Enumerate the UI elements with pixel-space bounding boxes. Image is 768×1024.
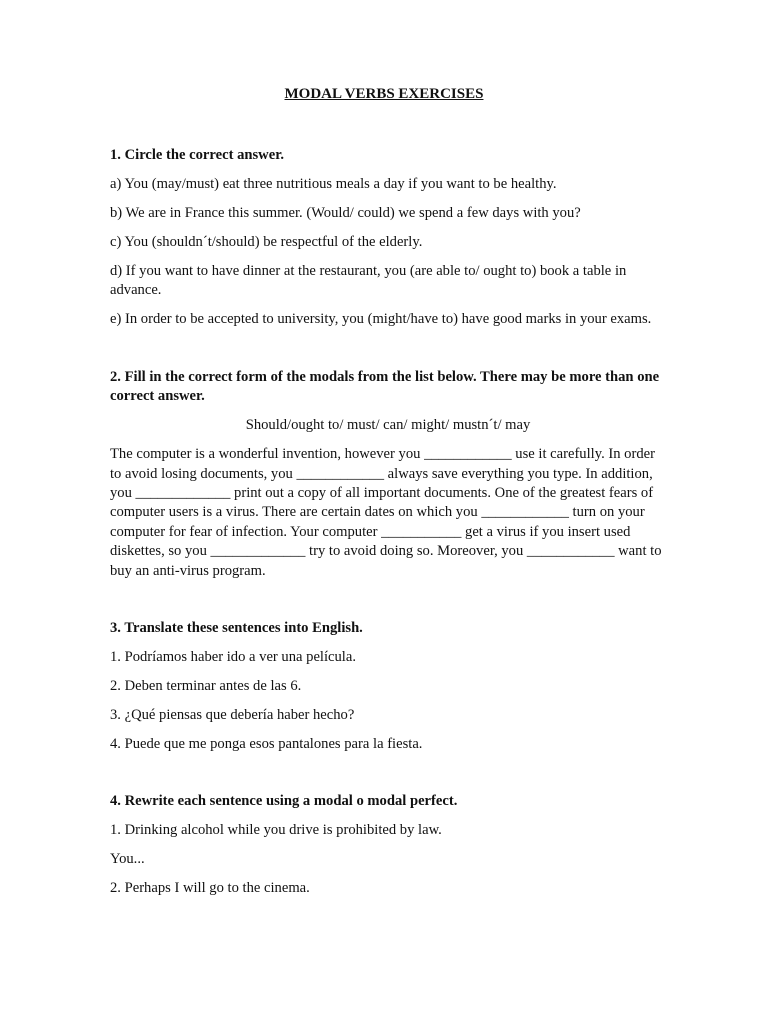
rewrite-item: 1. Drinking alcohol while you drive is prohibited by law.	[110, 822, 442, 839]
rewrite-answer-prompt: You...	[110, 851, 145, 868]
section-2	[110, 368, 666, 581]
rewrite-item: 2. Perhaps I will go to the cinema.	[110, 880, 310, 897]
section-2-heading: 2. Fill in the correct form of the modals from the list below. There may be more than one correct answer.	[110, 368, 660, 405]
translation-item: 4. Puede que me ponga esos pantalones para la fiesta.	[110, 736, 423, 753]
fill-in-paragraph: The computer is a wonderful invention, however you ____________ use it carefully. In order to avoid losing documents, you ____________ always save everything you type. In addition, you _____________ print out a copy of all important documents. One of the greatest fears of computer users is a virus. There are certain dates on which you ____________ turn on your computer for fear of infection. Your computer ___________ get a virus if you insert used diskettes, so you _____________ try to avoid doing so. Moreover, you ____________ want to buy an anti-virus program.	[110, 446, 662, 579]
section-3-heading: 3. Translate these sentences into English.	[110, 620, 363, 637]
translation-item: 1. Podríamos haber ido a ver una película.	[110, 649, 356, 666]
exercise-item: d) If you want to have dinner at the restaurant, you (are able to/ ought to) book a table in advance.	[110, 263, 627, 299]
document-title: MODAL VERBS EXERCISES	[284, 86, 484, 102]
exercise-item: b) We are in France this summer. (Would/ could) we spend a few days with you?	[110, 205, 581, 221]
exercise-item: c) You (shouldn´t/should) be respectful of the elderly.	[110, 234, 423, 250]
exercise-item: e) In order to be accepted to university, you (might/have to) have good marks in your exams.	[110, 311, 652, 328]
modal-word-list: Should/ought to/ must/ can/ might/ mustn´t/ may	[245, 417, 531, 434]
exercise-item: a) You (may/must) eat three nutritious meals a day if you want to be healthy.	[110, 176, 557, 192]
section-4	[110, 792, 666, 898]
section-1	[110, 146, 666, 330]
document-body	[110, 146, 666, 937]
translation-item: 2. Deben terminar antes de las 6.	[110, 678, 302, 695]
section-4-heading: 4. Rewrite each sentence using a modal o modal perfect.	[110, 793, 458, 810]
section-1-heading: 1. Circle the correct answer.	[110, 147, 284, 163]
section-3	[110, 619, 666, 754]
translation-item: 3. ¿Qué piensas que debería haber hecho?	[110, 707, 355, 724]
